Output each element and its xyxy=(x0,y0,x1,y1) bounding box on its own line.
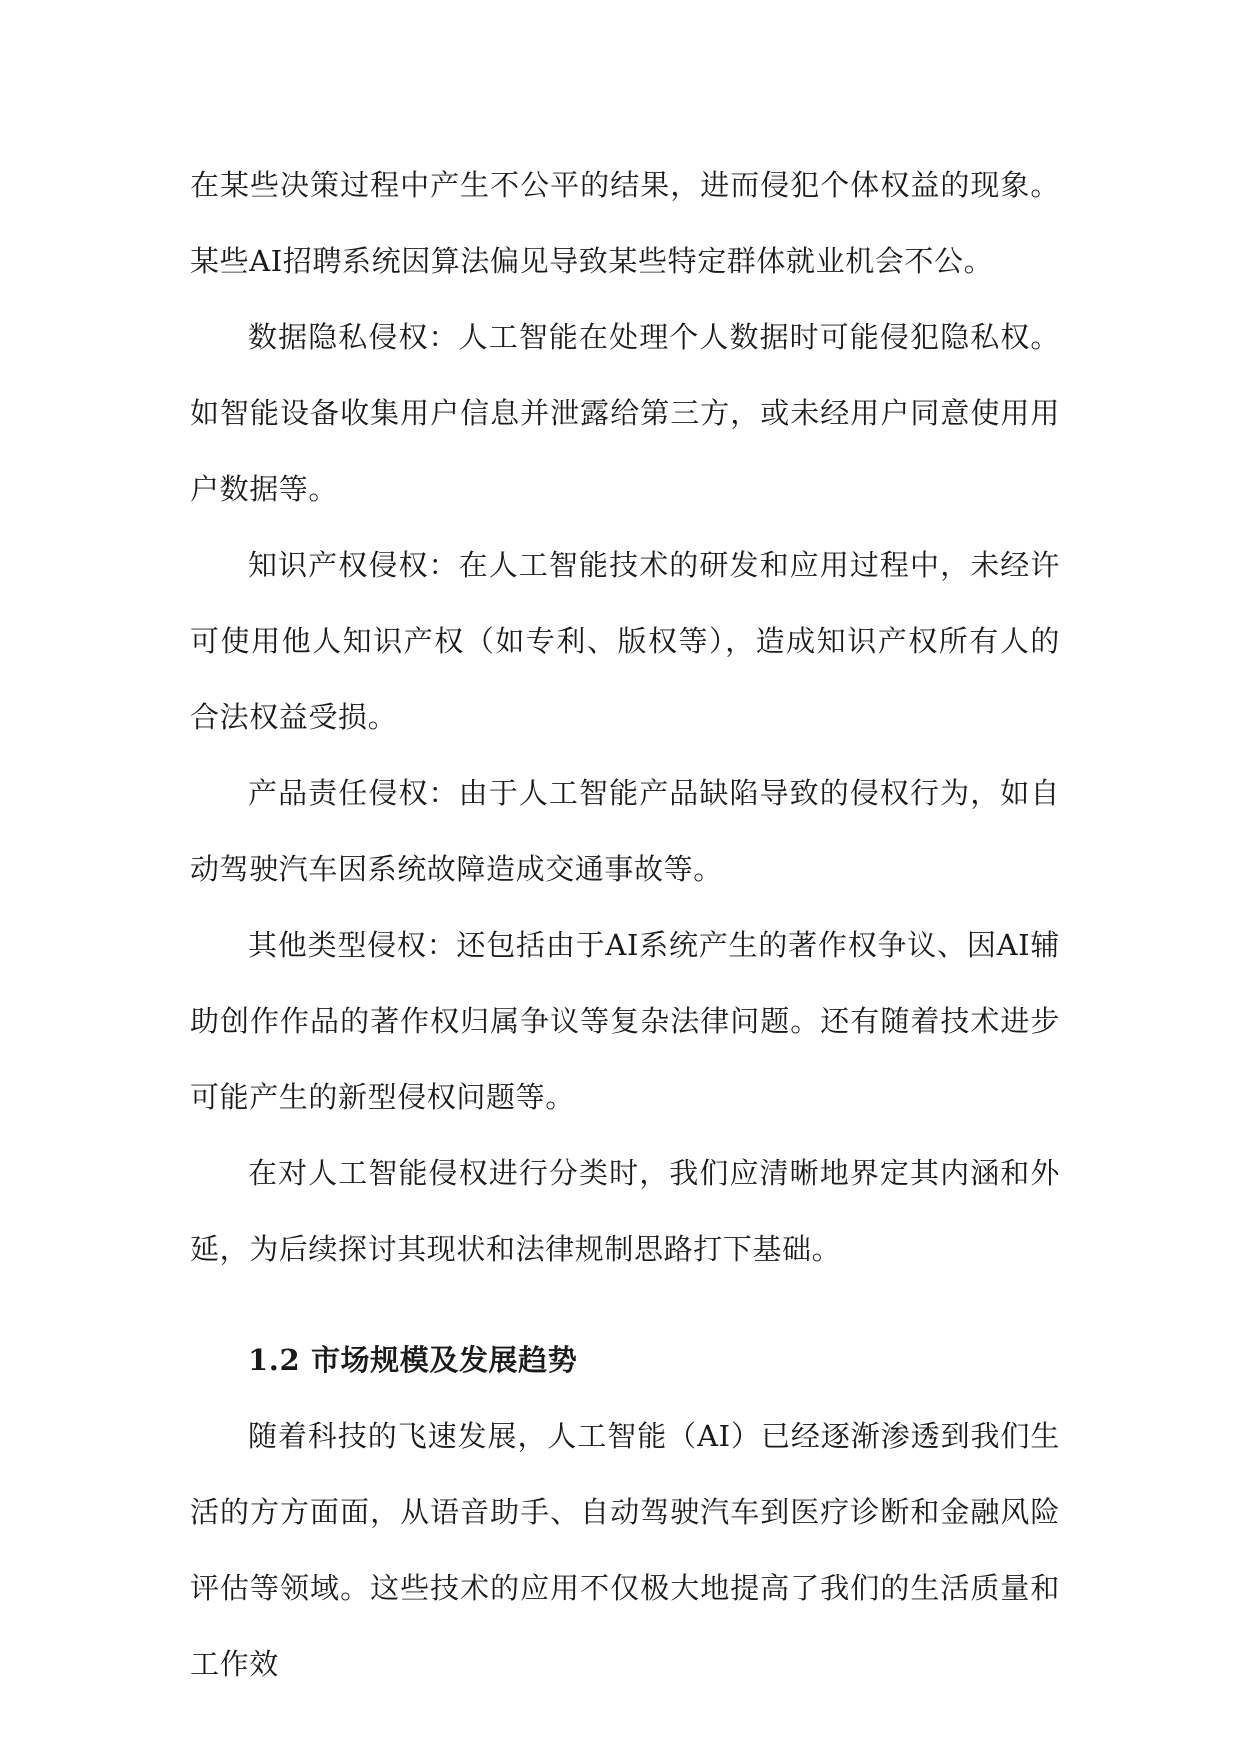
paragraph-market-intro: 随着科技的飞速发展，人工智能（AI）已经逐渐渗透到我们生活的方方面面，从语音助手、自动驾驶汽车到医疗诊断和金融风险评估等领域。这些技术的应用不仅极大地提高了我们的生活质量和工作效 xyxy=(190,1419,1060,1681)
paragraph-ip-infringement: 知识产权侵权：在人工智能技术的研发和应用过程中，未经许可使用他人知识产权（如专利、版权等），造成知识产权所有人的合法权益受损。 xyxy=(190,548,1060,734)
paragraph-product-liability: 产品责任侵权：由于人工智能产品缺陷导致的侵权行为，如自动驾驶汽车因系统故障造成交通事故等。 xyxy=(190,776,1060,886)
document-body xyxy=(190,147,1060,1702)
paragraph-classification-summary: 在对人工智能侵权进行分类时，我们应清晰地界定其内涵和外延，为后续探讨其现状和法律规制思路打下基础。 xyxy=(190,1156,1060,1266)
paragraph-data-privacy: 数据隐私侵权：人工智能在处理个人数据时可能侵犯隐私权。如智能设备收集用户信息并泄露给第三方，或未经用户同意使用用户数据等。 xyxy=(190,320,1060,506)
paragraph-continuation: 在某些决策过程中产生不公平的结果，进而侵犯个体权益的现象。某些AI招聘系统因算法偏见导致某些特定群体就业机会不公。 xyxy=(190,168,1060,278)
paragraph-other-types: 其他类型侵权：还包括由于AI系统产生的著作权争议、因AI辅助创作作品的著作权归属争议等复杂法律问题。还有随着技术进步可能产生的新型侵权问题等。 xyxy=(190,928,1060,1114)
section-heading: 1.2 市场规模及发展趋势 xyxy=(248,1343,578,1377)
